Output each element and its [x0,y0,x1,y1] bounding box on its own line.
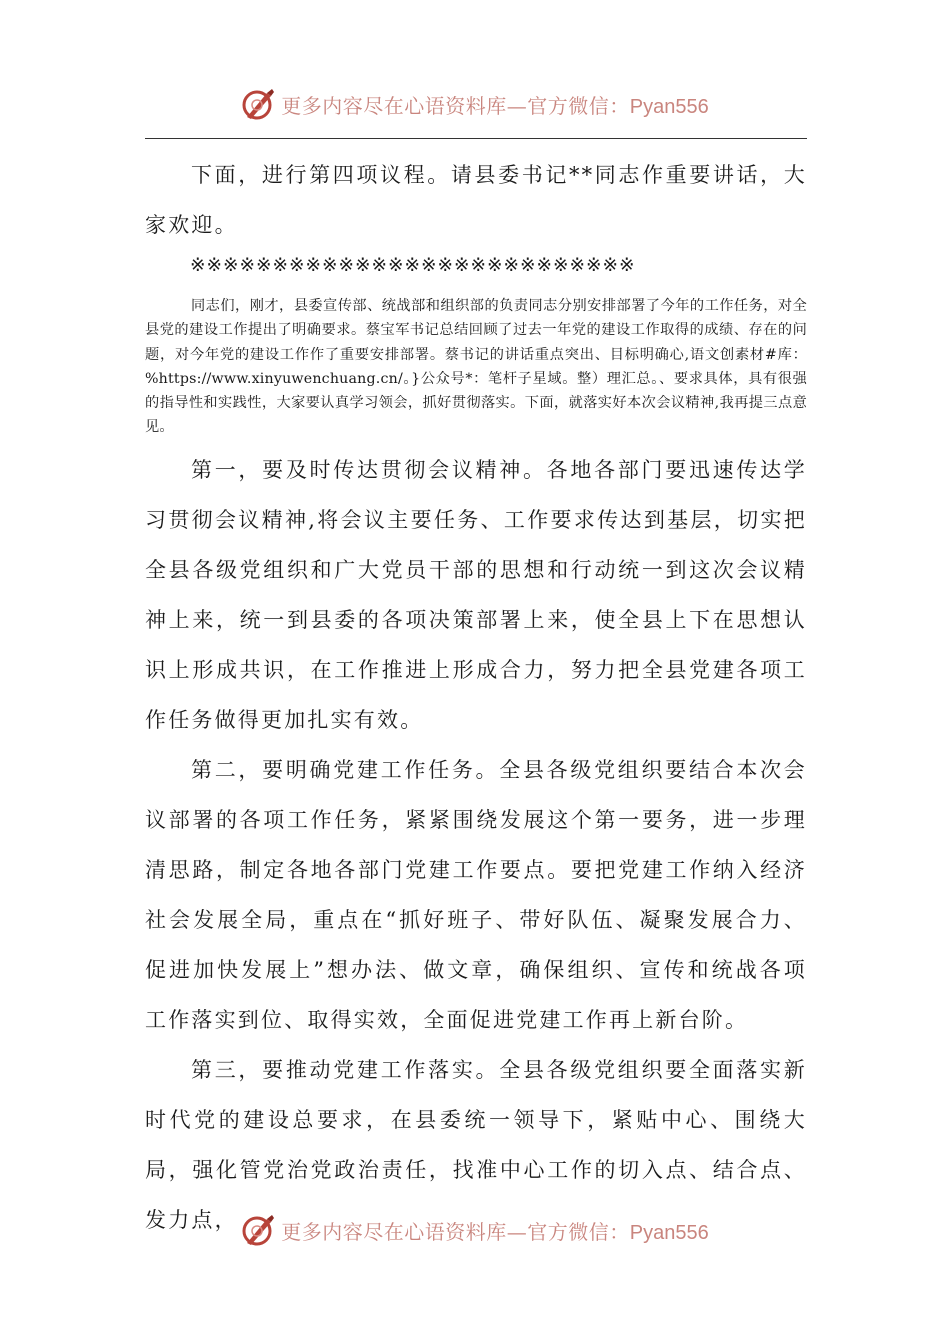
intro-paragraph: 下面，进行第四项议程。请县委书记**同志作重要讲话，大家欢迎。 [145,163,807,237]
footer-watermark-cn: 更多内容尽在心语资料库—官方微信： [281,1219,630,1244]
footer-watermark-wechat-id: Pyan556 [629,1221,709,1244]
header-watermark-cn: 更多内容尽在心语资料库—官方微信： [281,93,630,118]
first-point-block [145,445,807,745]
header-watermark-wechat-id: Pyan556 [629,95,709,118]
second-point-block [145,745,807,1045]
header-watermark-text [281,90,708,119]
small-print-paragraph: 同志们，刚才，县委宣传部、统战部和组织部的负责同志分别安排部署了今年的工作任务，对全县党的建设工作提出了明确要求。蔡宝军书记总结回顾了过去一年党的建设工作取得的成绩、存在的问题，对今年党的建设工作作了重要安排部署。蔡书记的讲话重点突出、目标明确心,语文创素材#库：%https://www.xinyuwenchuang.cn/。}公众号*：笔杆子星域。整）理汇总。、要求具体，具有很强的指导性和实践性，大家要认真学习领会，抓好贯彻落实。下面，就落实好本次会议精神,我再提三点意见。 [145,298,807,436]
footer-watermark-text [281,1216,708,1245]
third-point-paragraph: 第三，要推动党建工作落实。全县各级党组织要全面落实新时代党的建设总要求，在县委统一领导下，紧贴中心、围绕大局，强化管党治党政治责任，找准中心工作的切入点、结合点、发力点， [145,1058,807,1232]
intro-paragraph-block [145,150,807,250]
stars-separator: ※※※※※※※※※※※※※※※※※※※※※※※※※※※ [190,255,636,276]
second-point-paragraph: 第二，要明确党建工作任务。全县各级党组织要结合本次会议部署的各项工作任务，紧紧围绕发展这个第一要务，进一步理清思路，制定各地各部门党建工作要点。要把党建工作纳入经济社会发展全局，重点在“抓好班子、带好队伍、凝聚发展合力、促进加快发展上”想办法、做文章，确保组织、宣传和统战各项工作落实到位、取得实效，全面促进党建工作再上新台阶。 [145,758,807,1032]
pen-logo-icon [241,87,275,121]
header-watermark-banner [0,82,950,126]
footer-watermark-banner [0,1208,950,1252]
first-point-paragraph: 第一，要及时传达贯彻会议精神。各地各部门要迅速传达学习贯彻会议精神,将会议主要任务、工作要求传达到基层，切实把全县各级党组织和广大党员干部的思想和行动统一到这次会议精神上来，统一到县委的各项决策部署上来，使全县上下在思想认识上形成共识，在工作推进上形成合力，努力把全县党建各项工作任务做得更加扎实有效。 [145,458,807,732]
pen-logo-icon [241,1213,275,1247]
header-divider [145,138,807,139]
